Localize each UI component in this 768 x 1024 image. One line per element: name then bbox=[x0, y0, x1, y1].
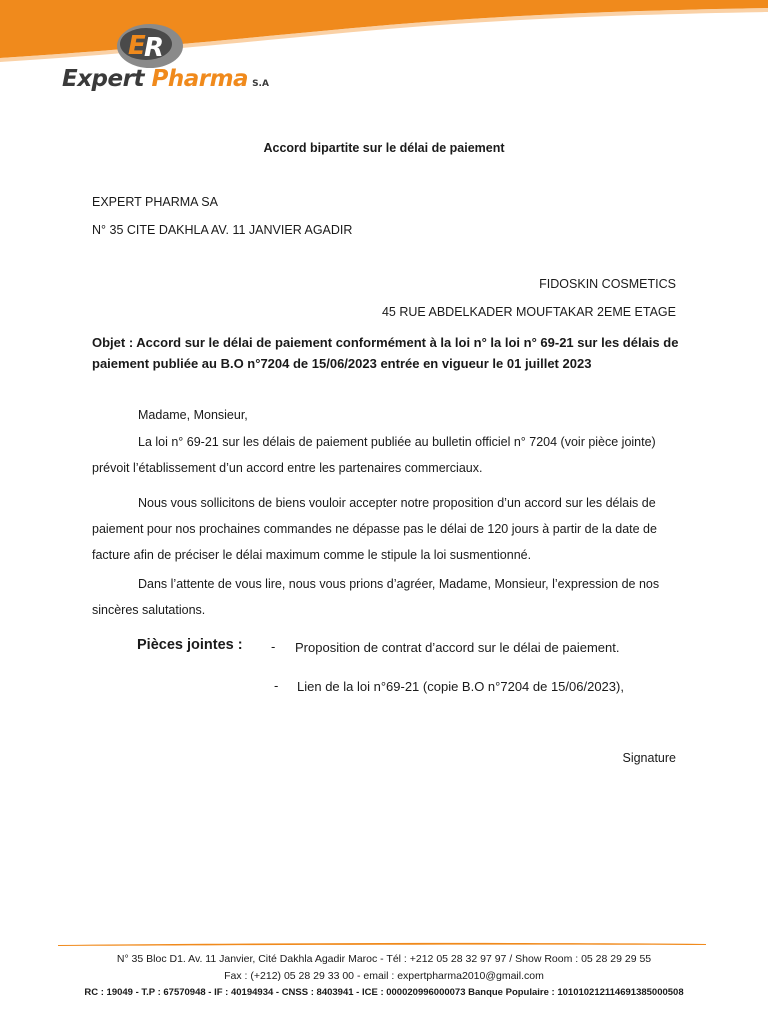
paragraph-3: Dans l’attente de vous lire, nous vous prions d’agréer, Madame, Monsieur, l’expression de nos sincères salutations. bbox=[92, 577, 660, 617]
sender-address: N° 35 CITE DAKHLA AV. 11 JANVIER AGADIR bbox=[92, 223, 353, 237]
recipient-address: 45 RUE ABDELKADER MOUFTAKAR 2EME ETAGE bbox=[381, 305, 676, 319]
svg-text:R: R bbox=[144, 33, 165, 63]
logo-wordmark: Expert Pharma S.A bbox=[62, 66, 269, 92]
letter-subject: Objet : Accord sur le délai de paiement conformément à la loi n° la loi n° 69-21 sur les délais de paiement publiée au B.O n°7204 de 15/06/2023 entrée en vigueur le 01 juillet 2023 bbox=[92, 335, 679, 371]
footer-divider bbox=[58, 942, 706, 946]
attachment-bullet: - bbox=[271, 639, 276, 654]
attachments-label: Pièces jointes : bbox=[137, 637, 243, 653]
footer-registration: RC : 19049 - T.P : 67570948 - IF : 40194934 - CNSS : 8403941 - ICE : 000020996000073 Banque Populaire : 101010212114691385000508 bbox=[84, 987, 684, 998]
footer-contact: Fax : (+212) 05 28 29 33 00 - email : expertpharma2010@gmail.com bbox=[224, 970, 544, 982]
salutation: Madame, Monsieur, bbox=[138, 408, 248, 422]
paragraph-2: Nous vous sollicitons de biens vouloir accepter notre proposition d’un accord sur les délais de paiement pour nos prochaines commandes ne dépasse pas le délai de 120 jours à partir de la date de facture afin de préciser le délai maximum comme le stipule la loi susmentionné. bbox=[92, 496, 657, 562]
attachment-item-2: Lien de la loi n°69-21 (copie B.O n°7204 de 15/06/2023), bbox=[297, 679, 624, 694]
paragraph-1: La loi n° 69-21 sur les délais de paiement publiée au bulletin officiel n° 7204 (voir pièce jointe) prévoit l’établissement d’un accord entre les partenaires commerciaux. bbox=[92, 435, 656, 475]
recipient-name: FIDOSKIN COSMETICS bbox=[539, 277, 676, 291]
attachment-bullet: - bbox=[274, 678, 279, 693]
footer-address: N° 35 Bloc D1. Av. 11 Janvier, Cité Dakhla Agadir Maroc - Tél : +212 05 28 32 97 97 / Show Room : 05 28 29 29 55 bbox=[116, 953, 652, 965]
svg-text:E: E bbox=[128, 31, 146, 61]
letter-title: Accord bipartite sur le délai de paiement bbox=[263, 141, 505, 155]
signature-label: Signature bbox=[622, 751, 676, 765]
attachment-item-1: Proposition de contrat d’accord sur le délai de paiement. bbox=[295, 640, 620, 655]
sender-name: EXPERT PHARMA SA bbox=[92, 195, 218, 209]
